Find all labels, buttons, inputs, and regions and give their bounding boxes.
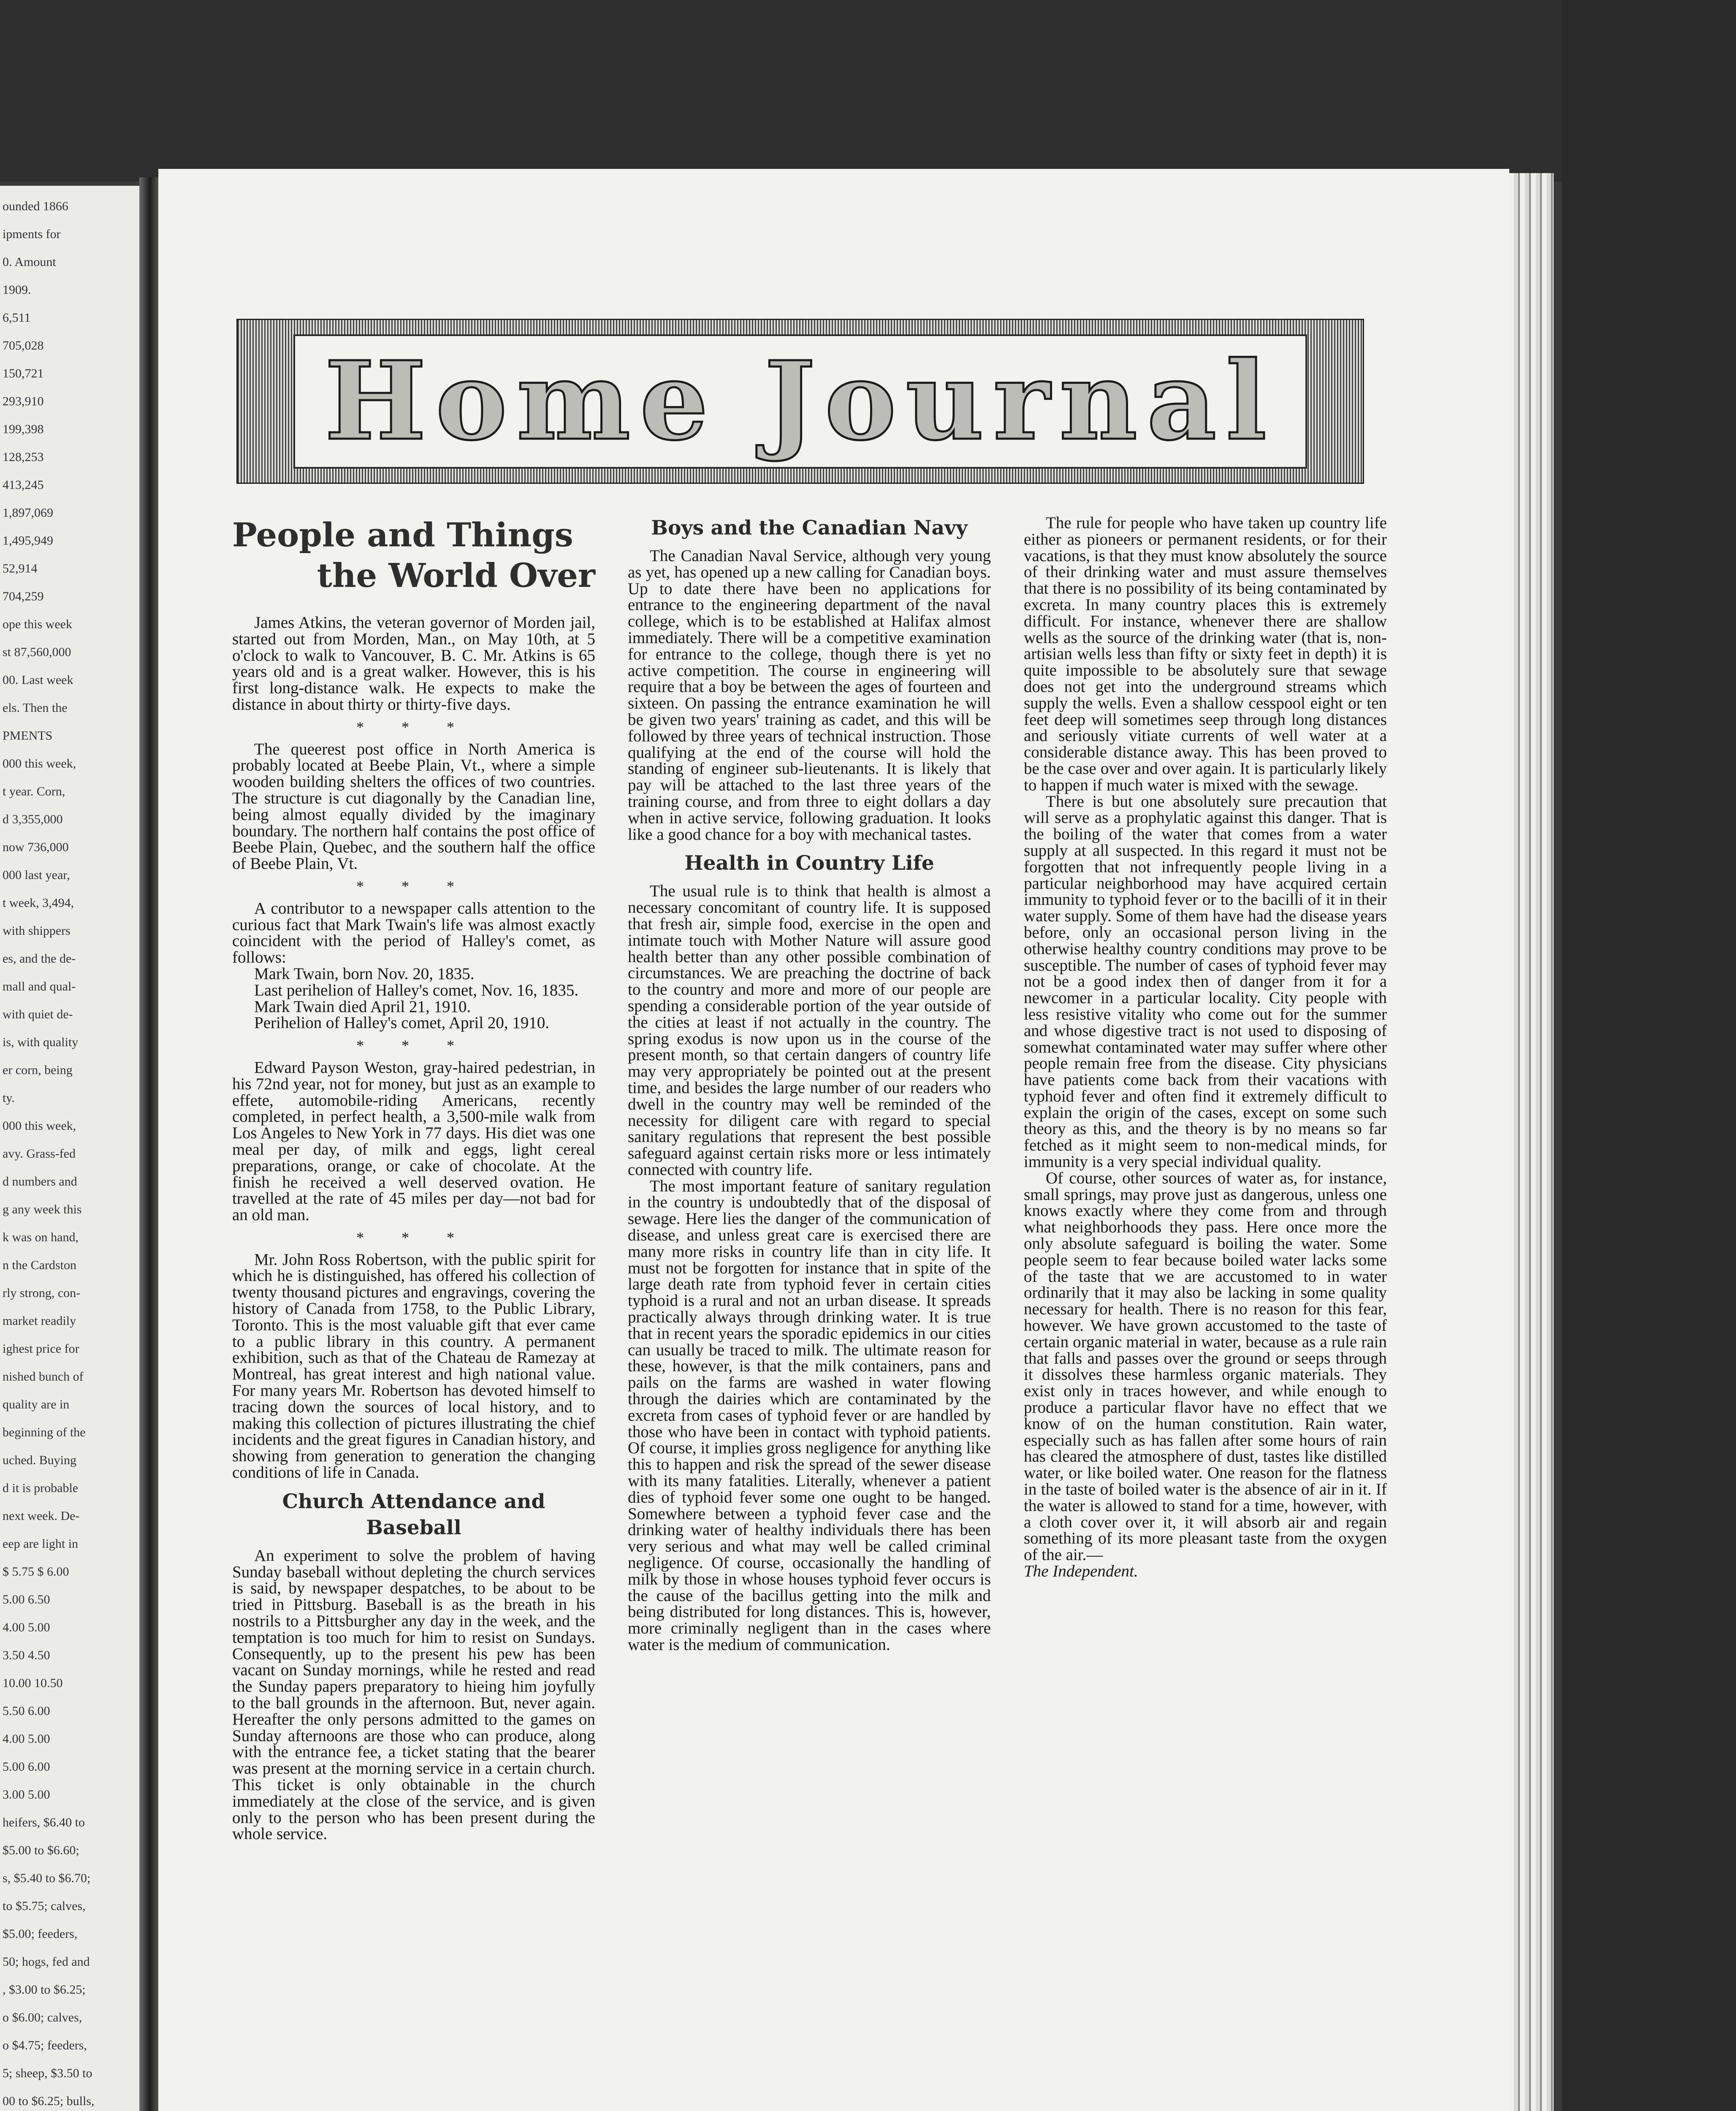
left-page-text-fragment: 52,914	[3, 562, 38, 575]
section-divider: * * *	[356, 1037, 471, 1054]
headline-church: Church Attendance and Baseball	[282, 1490, 545, 1539]
left-page-text-fragment: 293,910	[3, 394, 44, 408]
left-page-text-fragment: quality are in	[3, 1397, 70, 1411]
paragraph: Edward Payson Weston, gray-haired pedestrian, in his 72nd year, not for money, but just as an example to effete, automobile-riding Americans, recently completed, in perfect health, a 3,500-mile walk from Los Angeles to New York in 77 days. His diet was one meal per day, of milk and eggs, light cereal preparations, orange, or cake of chocolate. At the finish he received a well deserved ovation. He travelled at the rate of 45 miles per day—not bad for an old man.	[232, 1058, 595, 1224]
left-page-text-fragment: d 3,355,000	[3, 812, 63, 826]
left-page-text-fragment: n the Cardston	[3, 1258, 76, 1272]
column-1	[232, 515, 595, 1842]
left-page-text-fragment: ighest price for	[3, 1342, 79, 1356]
left-page-fragment	[0, 186, 139, 2111]
left-page-text-fragment: $5.00; feeders,	[3, 1927, 78, 1941]
left-page-text-fragment: 10.00 10.50	[3, 1676, 63, 1690]
left-page-text-fragment: 5; sheep, $3.50 to	[3, 2066, 92, 2080]
left-page-text-fragment: 150,721	[3, 366, 44, 380]
left-page-text-fragment: els. Then the	[3, 701, 68, 715]
paragraph: Perihelion of Halley's comet, April 20, 1910.	[254, 1014, 550, 1032]
paragraph: The usual rule is to think that health is almost a necessary concomitant of country life. It is supposed that fresh air, simple food, exercise in the open and intimate touch with Mother Nature will assure good health better than any other possible combination of circumstances. We are preaching the doctrine of back to the country and more and more of our people are spending a considerable portion of the year outside of the cities at least if not actually in the country. The spring exodus is now upon us in the course of the present month, so that certain dangers of country life may very appropriately be pointed out at the present time, and besides the large number of our readers who dwell in the country may well be reminded of the necessity for diligent care with regard to special sanitary regulations that represent the best possible safeguard against certain risks more or less intimately connected with country life.	[628, 882, 991, 1179]
left-page-text-fragment: 128,253	[3, 450, 44, 464]
left-page-text-fragment: now 736,000	[3, 840, 69, 854]
column-3	[1024, 515, 1387, 1580]
paragraph: The queerest post office in North America is probably located at Beebe Plain, Vt., where a simple wooden building shelters the offices of two countries. The structure is cut diagonally by the Canadian line, being almost equally divided by the imaginary boundary. The northern half contains the post office of Beebe Plain, Quebec, and the southern half the office of Beebe Plain, Vt.	[232, 740, 595, 873]
left-page-text-fragment: 4.00 5.00	[3, 1732, 50, 1746]
left-page-text-fragment: d numbers and	[3, 1175, 77, 1188]
left-page-text-fragment: ounded 1866	[3, 199, 68, 213]
left-page-text-fragment: with quiet de-	[3, 1007, 73, 1021]
left-page-text-fragment: o $6.00; calves,	[3, 2011, 82, 2024]
left-page-text-fragment: PMENTS	[3, 729, 53, 743]
paragraph: Mark Twain died April 21, 1910.	[254, 997, 471, 1016]
left-page-text-fragment: 705,028	[3, 339, 44, 353]
left-page-text-fragment: t week, 3,494,	[3, 896, 74, 910]
left-page-text-fragment: 00. Last week	[3, 673, 73, 687]
left-page-text-fragment: heifers, $6.40 to	[3, 1815, 85, 1829]
left-page-text-fragment: 00 to $6.25; bulls,	[3, 2094, 95, 2108]
left-page-text-fragment: g any week this	[3, 1202, 82, 1216]
left-page-text-fragment: 0. Amount	[3, 255, 56, 269]
headline-health: Health in Country Life	[684, 852, 934, 875]
left-page-text-fragment: t year. Corn,	[3, 784, 65, 798]
left-page-text-fragment: k was on hand,	[3, 1230, 79, 1244]
left-page-text-fragment: $ 5.75 $ 6.00	[3, 1565, 69, 1579]
left-page-text-fragment: beginning of the	[3, 1425, 86, 1439]
section-divider: * * *	[356, 718, 471, 735]
scan-background-right	[1562, 0, 1736, 2111]
paragraph: There is but one absolutely sure precaution that will serve as a prophylatic against this danger. That is the boiling of the water that comes from a water supply at all suspected. In this regard it must not be forgotten that not infrequently people living in a particular neighborhood may have acquired certain immunity to typhoid fever or to the bacilli of it in their water supply. Some of them have had the disease years before, only an occasional person living in the otherwise healthy country conditions may prove to be susceptible. The number of cases of typhoid fever may not be a good index then of danger from it for a newcomer in a particular locality. City people with less resistive vitality who come out for the summer and whose digestive tract is not used to disposing of somewhat contaminated water may suffer where other people remain free from the disease. City physicians have patients come back from their vacations with typhoid fever and often find it extremely difficult to explain the origin of the cases, except on some such theory as this, and the theory is by no means so far fetched as it might seem to non-medical minds, for immunity is a very special individual quality.	[1024, 792, 1387, 1171]
paragraph: Of course, other sources of water as, for instance, small springs, may prove just as dangerous, unless one knows exactly where they come from and through what neighborhoods they pass. Here once more the only absolute safeguard is boiling the water. Some people seem to fear because boiled water lacks some of the taste that we are accustomed to in water ordinarily that it may also be lacking in some quality necessary for health. There is no reason for this fear, however. We have grown accustomed to the taste of certain organic material in water, because as a rule rain that falls and passes over the ground or seeps through it dissolves these harmless organic materials. They exist only in traces however, and while enough to produce a particular flavor have no effect that we know of on the human constitution. Rain water, especially such as has fallen after some hours of rain has cleared the atmosphere of dust, tastes like distilled water, or like boiled water. One reason for the flatness in the taste of boiled water is the absence of air in it. If the water is allowed to stand for a time, however, with a cloth cover over it, it will absorb air and regain something of its more pleasant taste from the oxygen of the air.—	[1024, 1169, 1387, 1564]
journal-page	[158, 169, 1509, 2111]
headline-people-line2: the World Over	[317, 556, 595, 595]
paragraph: Mr. John Ross Robertson, with the public spirit for which he is distinguished, has offered his collection of twenty thousand pictures and engravings, covering the history of Canada from 1758, to the Public Library, Toronto. This is the most valuable gift that ever came to a public library in this country. A permanent exhibition, such as that of the Chateau de Ramezay at Montreal, has great interest and high national value. For many years Mr. Robertson has devoted himself to tracing down the sources of local history, and to making this collection of pictures illustrating the chief incidents and the great figures in Canadian history, and showing from generation to generation the changing conditions of life in Canada.	[232, 1250, 595, 1482]
left-page-text-fragment: s, $5.40 to $6.70;	[3, 1871, 91, 1885]
left-page-text-fragment: 3.00 5.00	[3, 1788, 50, 1802]
left-page-text-fragment: with shippers	[3, 924, 71, 938]
left-page-text-fragment: 4.00 5.00	[3, 1620, 50, 1634]
scan-background-top	[0, 0, 1736, 182]
left-page-text-fragment: avy. Grass-fed	[3, 1147, 76, 1161]
left-page-text-fragment: ope this week	[3, 617, 72, 631]
paragraph: Mark Twain, born Nov. 20, 1835.	[254, 964, 475, 983]
left-page-text-fragment: market readily	[3, 1314, 76, 1328]
left-page-text-fragment: next week. De-	[3, 1509, 80, 1523]
book-gutter	[139, 177, 158, 2111]
left-page-text-fragment: 000 this week,	[3, 1119, 76, 1133]
left-page-text-fragment: uched. Buying	[3, 1453, 76, 1467]
page-edges	[1503, 173, 1554, 2111]
headline-navy: Boys and the Canadian Navy	[651, 516, 968, 540]
left-page-text-fragment: 6,511	[3, 311, 31, 325]
left-page-text-fragment: $5.00 to $6.60;	[3, 1843, 79, 1857]
masthead-banner	[236, 319, 1364, 484]
left-page-text-fragment: 5.00 6.00	[3, 1760, 50, 1774]
masthead-title: Home Journal	[293, 334, 1307, 469]
section-divider: * * *	[356, 877, 471, 895]
left-page-text-fragment: eep are light in	[3, 1537, 79, 1551]
paragraph: The most important feature of sanitary regulation in the country is undoubtedly that of the disposal of sewage. Here lies the danger of the communication of disease, and unless great care is exercised there are many more risks in country life than in city life. It must not be forgotten for instance that in spite of the large death rate from typhoid fever in certain cities typhoid is a rural and not an urban disease. It spreads practically always through drinking water. It is true that in recent years the sporadic epidemics in our cities can usually be traced to milk. The ultimate reason for these, however, is that the milk containers, pans and pails on the farms are washed in water flowing through the dairies which are contaminated by the excreta from cases of typhoid fever or are handled by those who have been in contact with typhoid patients. Of course, it implies gross negligence for anything like this to happen and risk the spread of the sewer disease with its many fatalities. Literally, whenever a patient dies of typhoid fever some one ought to be hanged. Somewhere between a typhoid fever case and the drinking water of healthy individuals there has been very serious and what may well be called criminal negligence. Of course, occasionally the handling of milk by those in whose houses typhoid fever occurs is the cause of the bacillus getting into the milk and being distributed for long distances. This is, however, more criminally negligent than in the cases where water is the medium of communication.	[628, 1177, 991, 1654]
left-page-text-fragment: 413,245	[3, 478, 44, 492]
left-page-text-fragment: 1909.	[3, 283, 31, 297]
section-divider: * * *	[356, 1229, 471, 1246]
left-page-text-fragment: es, and the de-	[3, 952, 76, 966]
paragraph: The rule for people who have taken up country life either as pioneers or permanent residents, or for their vacations, is that they must know absolutely the source of their drinking water and must assure themselves that there is no possibility of its being contaminated by excreta. In many country places this is extremely difficult. For instance, whenever there are shallow wells as the source of the drinking water (that is, non-artisian wells less than fifty or sixty feet in depth) it is quite impossible to be absolutely sure that sewage does not get into the underground streams which supply the wells. Even a shallow cesspool eight or ten feet deep will sometimes seep through long distances and seriously vitiate currents of well water at a considerable distance away. This has been proved to be the case over and over again. It is particularly likely to happen if much water is mixed with the sewage.	[1024, 514, 1387, 794]
left-page-text-fragment: 1,495,949	[3, 534, 53, 548]
left-page-text-fragment: d it is probable	[3, 1481, 79, 1495]
left-page-text-fragment: , $3.00 to $6.25;	[3, 1983, 86, 1997]
left-page-text-fragment: 5.00 6.50	[3, 1593, 50, 1606]
column-2	[628, 515, 991, 1653]
left-page-text-fragment: ipments for	[3, 227, 61, 241]
paragraph: A contributor to a newspaper calls attention to the curious fact that Mark Twain's life was almost exactly coincident with the period of Halley's comet, as follows:	[232, 899, 595, 967]
paragraph: Last perihelion of Halley's comet, Nov. 16, 1835.	[254, 981, 579, 999]
left-page-text-fragment: 1,897,069	[3, 506, 53, 520]
left-page-text-fragment: 000 last year,	[3, 868, 70, 882]
left-page-text-fragment: ty.	[3, 1091, 15, 1105]
left-page-text-fragment: 000 this week,	[3, 757, 76, 771]
left-page-text-fragment: er corn, being	[3, 1063, 73, 1077]
headline-people-line1: People and Things	[232, 516, 573, 554]
left-page-text-fragment: nished bunch of	[3, 1370, 84, 1384]
paragraph: James Atkins, the veteran governor of Morden jail, started out from Morden, Man., on May 10th, at 5 o'clock to walk to Vancouver, B. C. Mr. Atkins is 65 years old and is a great walker. However, this is his first long-distance walk. He expects to make the distance in about thirty or thirty-five days.	[232, 613, 595, 714]
paragraph: The Canadian Naval Service, although very young as yet, has opened up a new calling for Canadian boys. Up to date there have been no applications for entrance to the engineering department of the naval college, which is to be established at Halifax almost immediately. There will be a competitive examination for entrance to the college, though there is yet no active competition. The course in engineering will require that a boy be between the ages of fourteen and sixteen. On passing the entrance examination he will be given two years' training as cadet, and this will be followed by three years of technical instruction. Those qualifying at the end of the course will hold the standing of engineer sub-lieutenants. It is likely that pay will be attached to the last three years of the training course, and from three to eight dollars a day when in active service, following graduation. It looks like a good chance for a boy with mechanical tastes.	[628, 547, 991, 844]
left-page-text-fragment: 199,398	[3, 422, 44, 436]
left-page-text-fragment: 704,259	[3, 589, 44, 603]
paragraph: An experiment to solve the problem of having Sunday baseball without depleting the church services is said, by newspaper despatches, to be about to be tried in Pittsburg. Baseball is as the breath in his nostrils to a Pittsburgher any day in the week, and the temptation is too much for him to resist on Sundays. Consequently, up to the present his pew has been vacant on Sunday mornings, while he rested and read the Sunday papers preparatory to hieing him joyfully to the ball grounds in the afternoon. But, never again. Hereafter the only persons admitted to the games on Sunday afternoons are those who can produce, along with the entrance fee, a ticket stating that the bearer was present at the morning service in a certain church. This ticket is only obtainable in the church immediately at the close of the service, and is given only to the person who has been present during the whole service.	[232, 1546, 595, 1843]
attribution: The Independent.	[1024, 1562, 1138, 1580]
left-page-text-fragment: 5.50 6.00	[3, 1704, 50, 1718]
left-page-text-fragment: st 87,560,000	[3, 645, 71, 659]
left-page-text-fragment: o $4.75; feeders,	[3, 2038, 87, 2052]
left-page-text-fragment: 3.50 4.50	[3, 1648, 50, 1662]
left-page-text-fragment: is, with quality	[3, 1035, 79, 1049]
left-page-text-fragment: rly strong, con-	[3, 1286, 81, 1300]
left-page-text-fragment: to $5.75; calves,	[3, 1899, 86, 1913]
left-page-text-fragment: mall and qual-	[3, 980, 76, 993]
left-page-text-fragment: 50; hogs, fed and	[3, 1955, 90, 1969]
